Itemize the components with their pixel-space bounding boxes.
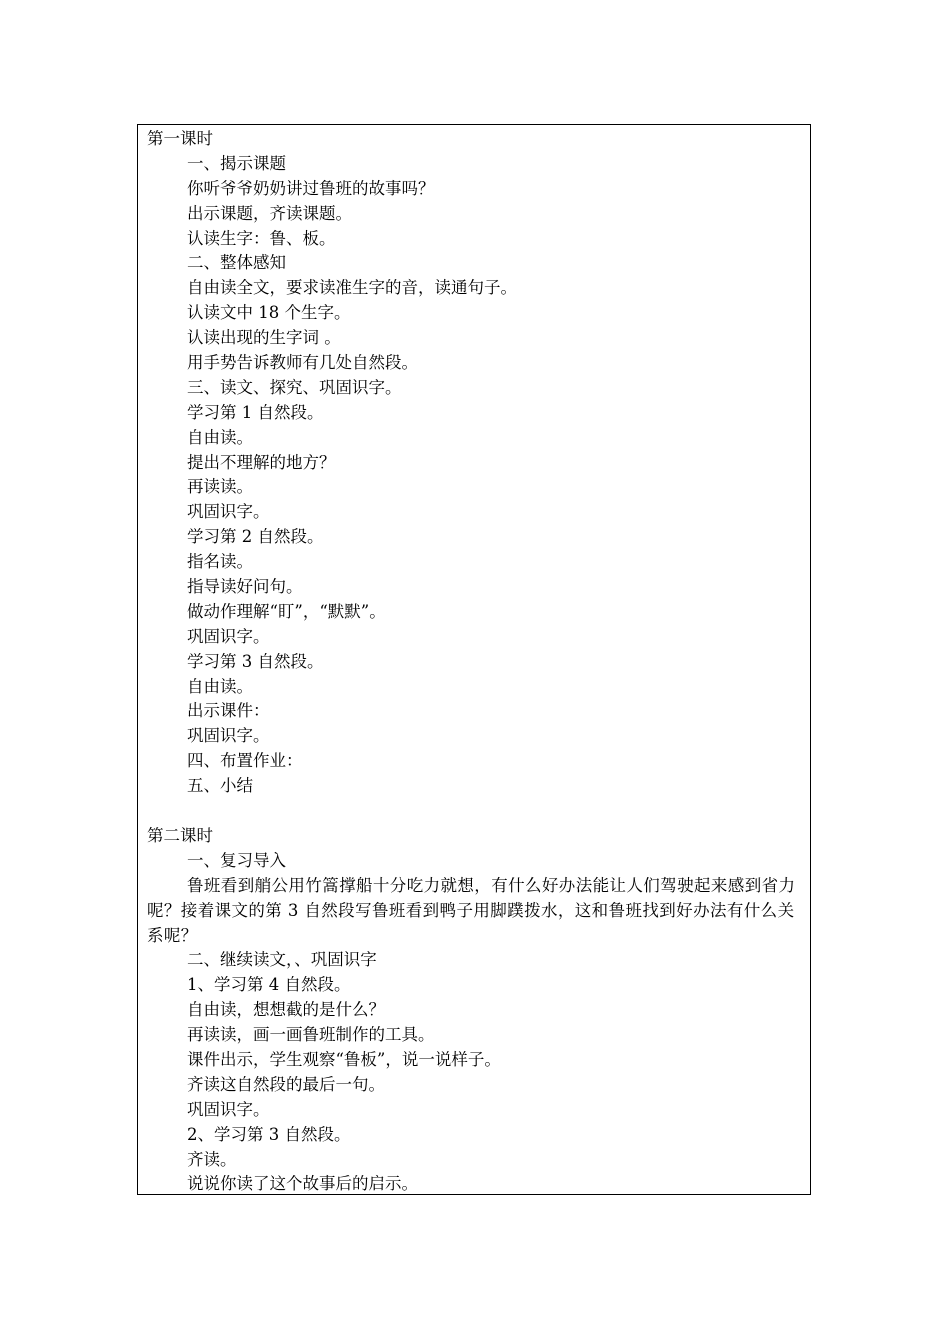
text-line: 齐读。	[187, 1149, 237, 1169]
text-line: 巩固识字。	[187, 726, 270, 746]
text-line: 再读读，画一画鲁班制作的工具。	[187, 1025, 435, 1045]
text-line: 提出不理解的地方？	[187, 452, 336, 472]
text-line: 自由读全文，要求读准生字的音，读通句子。	[187, 278, 517, 298]
lesson2-heading: 第二课时	[147, 825, 213, 845]
lesson1-heading: 第一课时	[147, 129, 213, 148]
text-line: 认读文中 18 个生字。	[187, 303, 351, 323]
text-line: 认读出现的生字词 。	[187, 328, 341, 348]
text-line: 巩固识字。	[187, 626, 270, 646]
text-line: 巩固识字。	[187, 502, 270, 522]
text-line: 课件出示，学生观察“鲁板”，说一说样子。	[187, 1050, 501, 1069]
text-line: 齐读这自然段的最后一句。	[187, 1074, 385, 1094]
text-line: 二、继续读文，、巩固识字	[187, 950, 377, 970]
text-line: 出示课题，齐读课题。	[187, 203, 352, 223]
text-line: 五、小结	[187, 776, 253, 796]
lesson2-intro-paragraph: 鲁班看到艄公用竹篙撑船十分吃力就想，有什么好办法能让人们驾驶起来感到省力呢？接着课文的第 3 自然段写鲁班看到鸭子用脚蹼拨水，这和鲁班找到好办法有什么关系呢？	[147, 875, 796, 945]
text-line: 自由读。	[187, 676, 253, 696]
blank-line	[147, 799, 802, 824]
text-line: 你听爷爷奶奶讲过鲁班的故事吗？	[187, 178, 435, 198]
text-line: 用手势告诉教师有几处自然段。	[187, 353, 418, 373]
text-line: 指导读好问句。	[187, 577, 303, 597]
text-line: 指名读。	[187, 552, 253, 572]
lesson1-content	[147, 152, 802, 799]
text-line: 二、整体感知	[187, 253, 286, 273]
text-line: 1、学习第 4 自然段。	[187, 975, 351, 995]
text-line: 再读读。	[187, 477, 253, 497]
text-line: 做动作理解“盯”，“默默”。	[187, 601, 386, 621]
text-line: 一、揭示课题	[187, 153, 286, 173]
text-line: 说说你读了这个故事后的启示。	[187, 1174, 418, 1194]
lesson2-content	[147, 948, 802, 1197]
text-line: 学习第 2 自然段。	[187, 527, 324, 547]
text-line: 出示课件：	[187, 701, 270, 721]
lesson2-section-review: 一、复习导入	[187, 850, 286, 870]
text-line: 自由读。	[187, 427, 253, 447]
text-line: 认读生字：鲁、板。	[187, 228, 336, 248]
text-line: 学习第 1 自然段。	[187, 402, 324, 422]
text-line: 2、学习第 3 自然段。	[187, 1124, 351, 1144]
lesson-plan-table-cell	[137, 124, 811, 1195]
text-line: 学习第 3 自然段。	[187, 651, 324, 671]
text-line: 四、布置作业：	[187, 751, 303, 771]
text-line: 三、读文、探究、巩固识字。	[187, 377, 402, 397]
text-line: 巩固识字。	[187, 1099, 270, 1119]
text-line: 自由读，想想截的是什么？	[187, 1000, 385, 1020]
